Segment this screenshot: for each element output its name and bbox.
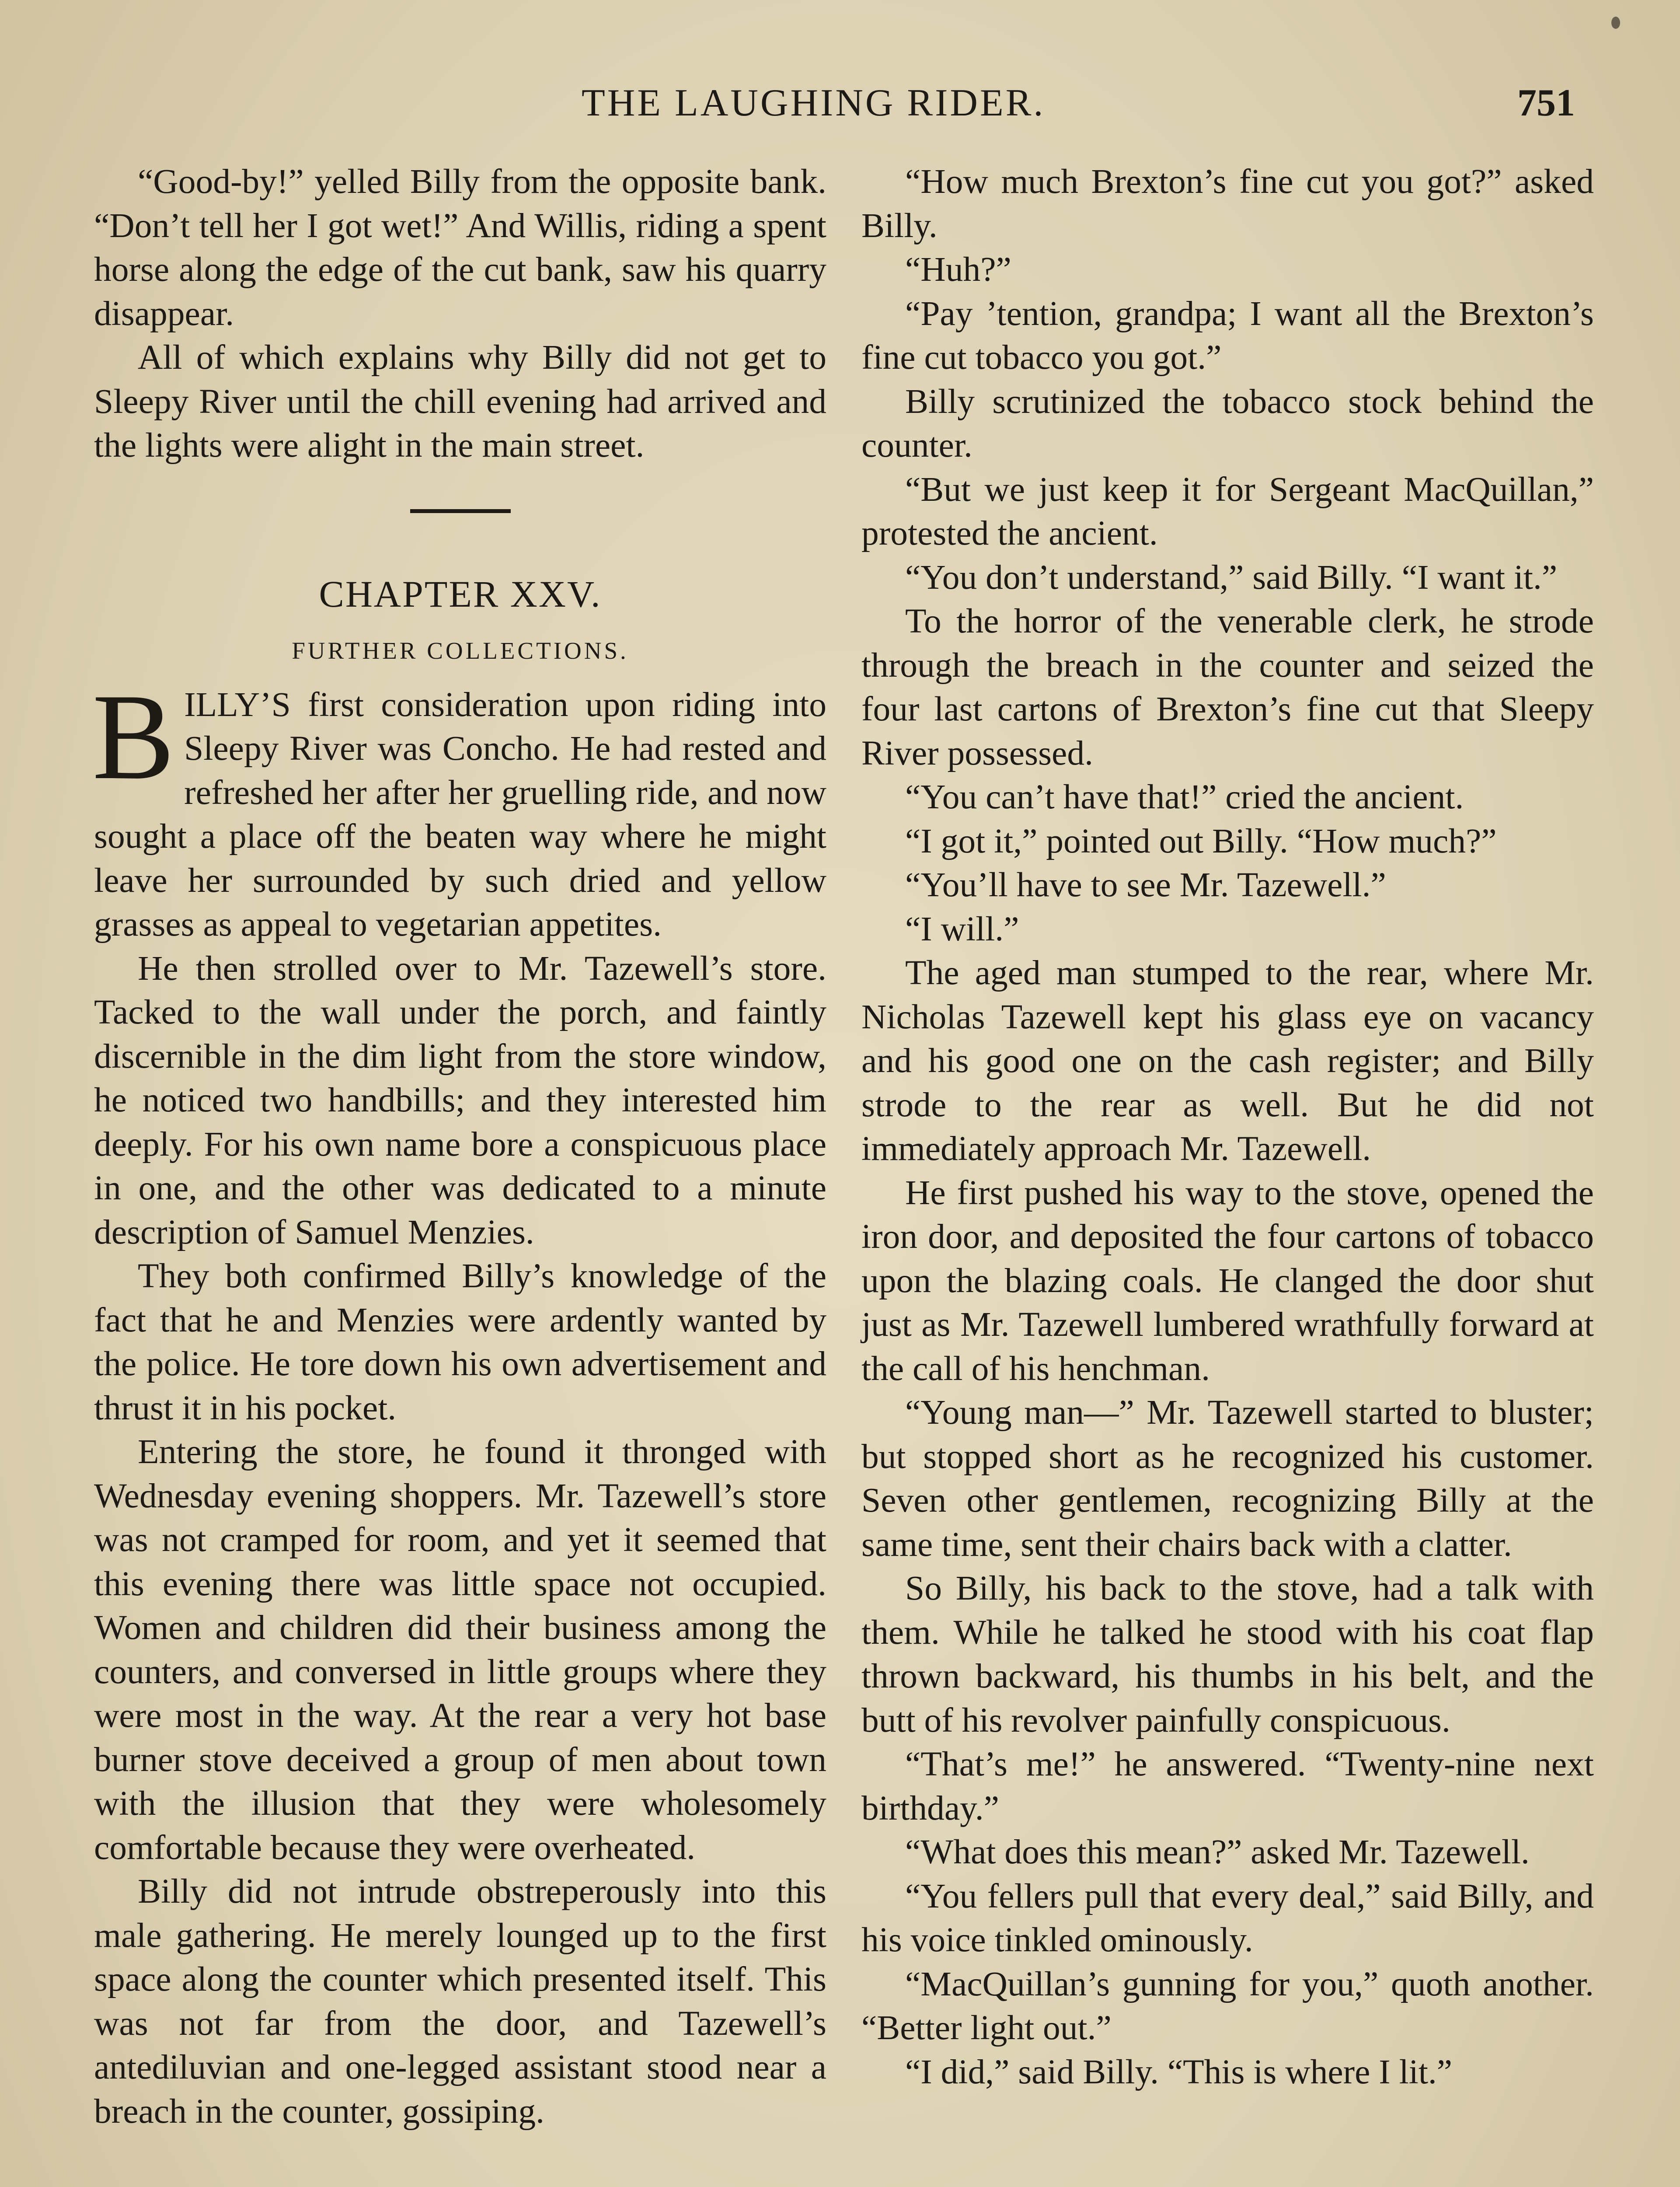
paragraph: Entering the store, he found it thronged with Wednesday evening shoppers. Mr. Tazewell’s store was not cramped for room, and yet it seemed that this evening there was little space not occupied. Women and children did their business among the counters, and conversed in little groups where they were most in the way. At the rear a very hot base burner stove deceived a group of men about town with the illusion that they were wholesomely comfortable because they were overheated.	[94, 1432, 826, 1867]
paragraph: “What does this mean?” asked Mr. Tazewell.	[905, 1833, 1530, 1871]
paragraph: To the horror of the venerable clerk, he strode through the breach in the counter and seized the four last cartons of Brexton’s fine cut that Sleepy River possessed.	[861, 602, 1594, 772]
section-divider-rule	[410, 509, 511, 513]
paragraph: “I did,” said Billy. “This is where I lit.”	[905, 2052, 1453, 2091]
running-header-title: THE LAUGHING RIDER.	[582, 82, 1046, 124]
paragraph: “Pay ’tention, grandpa; I want all the Brexton’s fine cut tobacco you got.”	[861, 294, 1594, 377]
page-number: 751	[1517, 82, 1575, 124]
right-column	[861, 160, 1594, 2094]
paragraph: The aged man stumped to the rear, where Mr. Nicholas Tazewell kept his glass eye on vacancy and his good one on the cash register; and Billy strode to the rear as well. But he did not immediately approach Mr. Tazewell.	[861, 954, 1594, 1168]
paragraph: “I will.”	[905, 909, 1019, 948]
opening-paragraph-text: ILLY’S first consideration upon riding into Sleepy River was Concho. He had rested and refreshed her after her gruelling ride, and now sought a place off the beaten way where he might leave her surrounded by such dried and yellow grasses as appeal to vegetarian appetites.	[94, 685, 826, 943]
paragraph: “Good-by!” yelled Billy from the opposite bank. “Don’t tell her I got wet!” And Willis, riding a spent horse along the edge of the cut bank, saw his quarry disappear.	[94, 162, 826, 333]
paragraph: “How much Brexton’s fine cut you got?” asked Billy.	[861, 162, 1594, 245]
paragraph: “Huh?”	[905, 250, 1011, 289]
paragraph: “You don’t understand,” said Billy. “I want it.”	[905, 558, 1558, 597]
paragraph: Billy did not intrude obstreperously into this male gathering. He merely lounged up to the first space along the counter which presented itself. This was not far from the door, and Tazewell’s antediluvian and one-legged assistant stood near a breach in the counter, gossiping.	[94, 1872, 826, 2131]
paragraph: They both confirmed Billy’s knowledge of the fact that he and Menzies were ardently wanted by the police. He tore down his own advertisement and thrust it in his pocket.	[94, 1257, 826, 1427]
paragraph: All of which explains why Billy did not get to Sleepy River until the chill evening had arrived and the lights were alight in the main street.	[94, 338, 826, 465]
paragraph: “You’ll have to see Mr. Tazewell.”	[905, 866, 1386, 904]
paragraph: So Billy, his back to the stove, had a talk with them. While he talked he stood with his coat flap thrown backward, his thumbs in his belt, and the butt of his revolver painfully conspicuous.	[861, 1569, 1594, 1740]
chapter-title: CHAPTER XXV.	[319, 573, 602, 615]
paragraph: Billy scrutinized the tobacco stock behind the counter.	[861, 382, 1594, 465]
paragraph: He then strolled over to Mr. Tazewell’s store. Tacked to the wall under the porch, and faintly discernible in the dim light from the store window, he noticed two handbills; and they interested him deeply. For his own name bore a conspicuous place in one, and the other was dedicated to a minute description of Samuel Menzies.	[94, 949, 826, 1251]
paragraph: “Young man—” Mr. Tazewell started to bluster; but stopped short as he recognized his customer. Seven other gentlemen, recognizing Billy at the same time, sent their chairs back with a clatter.	[861, 1393, 1594, 1564]
paragraph: “MacQuillan’s gunning for you,” quoth another. “Better light out.”	[861, 1964, 1594, 2047]
chapter-subtitle: FURTHER COLLECTIONS.	[292, 637, 629, 664]
paragraph: “That’s me!” he answered. “Twenty-nine next birthday.”	[861, 1745, 1594, 1827]
left-column	[94, 160, 826, 2133]
paragraph: He first pushed his way to the stove, opened the iron door, and deposited the four cartons of tobacco upon the blazing coals. He clanged the door shut just as Mr. Tazewell lumbered wrathfully forward at the call of his henchman.	[861, 1173, 1594, 1388]
paragraph: “I got it,” pointed out Billy. “How much?”	[905, 821, 1497, 860]
ink-speck	[1611, 17, 1620, 29]
paragraph: “You fellers pull that every deal,” said Billy, and his voice tinkled ominously.	[861, 1876, 1594, 1959]
paragraph: “But we just keep it for Sergeant MacQuillan,” protested the ancient.	[861, 470, 1594, 552]
opening-paragraph	[92, 668, 826, 947]
drop-cap: B	[92, 668, 175, 805]
paragraph: “You can’t have that!” cried the ancient.	[905, 778, 1464, 816]
